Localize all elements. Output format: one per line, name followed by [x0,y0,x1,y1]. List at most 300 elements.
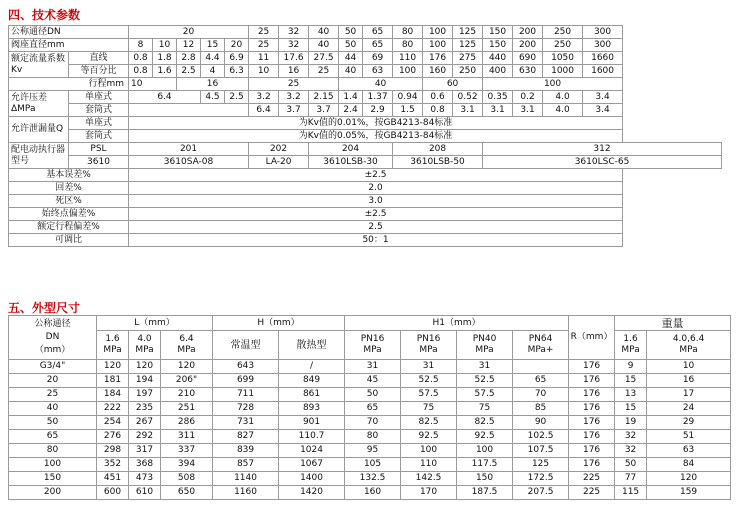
table-cell: 50 [9,416,97,430]
sub-line: MPa+ [527,345,554,355]
leak-sleeve-label: 套筒式 [69,130,129,143]
dp-cell: 1.5 [393,104,423,117]
kv-cell: 400 [483,65,513,78]
table-cell: 84 [647,458,731,472]
leak-sleeve-value: 为Kv值的0.05%，按GB4213-84标准 [129,130,623,143]
table-cell: 52.5 [457,374,513,388]
sub-line: MPa [475,345,494,355]
table-cell: 142.5 [401,472,457,486]
table-cell: 1024 [279,444,345,458]
seat-cell: 10 [153,39,177,52]
L-header: L（mm） [97,316,213,331]
dims-table [8,315,731,500]
table-cell: 839 [213,444,279,458]
kv-cell: 2.8 [177,52,201,65]
dp-cell: 3.4 [583,91,623,104]
dn-cell: 65 [363,26,393,39]
dn-cell: 80 [393,26,423,39]
dp-cell: 2.5 [225,91,249,104]
seat-cell: 12 [177,39,201,52]
dn-cell: 50 [339,26,363,39]
seat-cell: 32 [279,39,309,52]
table-cell: 107.5 [513,444,569,458]
H1-sub-header [513,331,569,360]
actuator-label: 配电动执行器型号 [9,143,69,169]
dp-cell: 4.0 [543,91,583,104]
table-cell: 176 [569,430,615,444]
kv-cell: 4.4 [201,52,225,65]
kv-cell: 1050 [543,52,583,65]
seat-cell: 65 [363,39,393,52]
table-cell: 610 [129,486,161,500]
table-cell: 120 [129,360,161,374]
seat-cell: 250 [543,39,583,52]
table-cell: 176 [569,388,615,402]
kv-cell: 27.5 [309,52,339,65]
section-title-tech: 四、技术参数 [8,8,81,22]
table-cell: 827 [213,430,279,444]
dp-cell: 3.1 [513,104,543,117]
table-cell: 176 [569,458,615,472]
sub-line: 1.6 [105,334,120,344]
table-cell: 10 [647,360,731,374]
endpoint-label: 始终点偏差% [9,208,129,221]
sub-line: 4.0,6.4 [672,334,705,344]
weight-header: 重量 [615,316,731,331]
table-cell: 711 [213,388,279,402]
table-cell: 292 [129,430,161,444]
table-row [9,472,731,486]
dn-cell: 150 [483,26,513,39]
rated-stroke-value: 2.5 [129,221,623,234]
table-cell: 210 [161,388,213,402]
table-row [9,416,731,430]
H-header: H（mm） [213,316,345,331]
dn-label: 公称通径DN [9,26,129,39]
table-cell: 160 [345,486,401,500]
table-cell: 100 [401,444,457,458]
dn-cell: 100 [423,26,453,39]
sub-line: MPa [419,345,438,355]
table-cell: 1420 [279,486,345,500]
table-cell: 115 [615,486,647,500]
actuator-cell: 312 [483,143,722,156]
table-cell: 65 [9,430,97,444]
table-row [9,388,731,402]
stroke-cell: 16 [177,78,249,91]
row-endpoint [9,208,722,221]
table-cell: 117.5 [457,458,513,472]
row-actuator-model [9,156,722,169]
kv-cell: 100 [393,65,423,78]
table-cell: 32 [615,444,647,458]
kv-cell: 63 [363,65,393,78]
seat-cell: 300 [583,39,623,52]
kv-label: 额定流量系数Kv [9,52,69,78]
table-cell: 70 [345,416,401,430]
sub-line: 6.4 [179,334,194,344]
dn-header-line: （mm） [34,345,71,355]
dp-cell: 0.6 [423,91,453,104]
table-row [9,430,731,444]
table-cell: 600 [97,486,129,500]
H1-sub-header [401,331,457,360]
dp-empty [129,104,249,117]
row-kv-eqp [9,65,722,78]
sub-line: 1.6 [623,334,638,344]
table-cell: 80 [345,430,401,444]
table-cell: 9 [615,360,647,374]
kv-cell: 0.8 [129,65,153,78]
table-row [9,458,731,472]
kv-cell: 1660 [583,52,623,65]
W-sub-header [647,331,731,360]
sub-line: MPa [135,345,154,355]
table-cell: 125 [513,458,569,472]
L-sub-header [97,331,129,360]
table-cell: 643 [213,360,279,374]
table-cell: 65 [345,402,401,416]
actuator-cell: 3610LSB-30 [309,156,393,169]
section-title-dims: 五、外型尺寸 [8,301,81,315]
table-cell: 298 [97,444,129,458]
table-row [9,374,731,388]
kv-cell: 25 [309,65,339,78]
seat-cell: 20 [225,39,249,52]
table-cell: 77 [615,472,647,486]
seat-cell: 40 [309,39,339,52]
table-cell: 95 [345,444,401,458]
kv-cell: 2.5 [177,65,201,78]
row-rated-stroke [9,221,722,234]
dp-cell: 4.0 [543,104,583,117]
table-cell: 120 [161,360,213,374]
dp-cell: 0.8 [423,104,453,117]
table-cell: 1160 [213,486,279,500]
dp-cell: 2.4 [339,104,363,117]
table-cell: 172.5 [513,472,569,486]
table-cell: 90 [513,416,569,430]
seat-cell: 80 [393,39,423,52]
table-cell: 105 [345,458,401,472]
table-cell: 893 [279,402,345,416]
leak-single-value: 为Kv值的0.01%，按GB4213-84标准 [129,117,623,130]
table-cell: 181 [97,374,129,388]
dn-cell: 32 [279,26,309,39]
table-cell: 150 [457,472,513,486]
dn-cell: 250 [543,26,583,39]
R-header: R（mm） [569,316,615,360]
dn-header-line: 公称通径 [34,319,71,329]
dn-cell: 20 [129,26,249,39]
table-cell: 13 [615,388,647,402]
kv-cell: 10 [249,65,279,78]
H-sub-header: 常温型 [213,331,279,360]
sub-line: PN16 [416,334,441,344]
table-row [9,486,731,500]
dp-cell: 2.9 [363,104,393,117]
table-cell: 368 [129,458,161,472]
kv-cell: 440 [483,52,513,65]
hysteresis-value: 2.0 [129,182,623,195]
seat-cell: 100 [423,39,453,52]
table-cell: 100 [457,444,513,458]
dims-header-row-2 [9,331,731,360]
seat-cell: 15 [201,39,225,52]
table-cell: 92.5 [457,430,513,444]
dp-cell: 6.4 [129,91,201,104]
table-cell: 1140 [213,472,279,486]
row-actuator-psl [9,143,722,156]
tech-params-table [8,25,722,247]
table-cell: 176 [569,402,615,416]
dp-cell: 3.7 [309,104,339,117]
actuator-cell: 3610 [69,156,129,169]
kv-cell: 1000 [543,65,583,78]
table-cell: 15 [615,374,647,388]
row-dp-sleeve [9,104,722,117]
table-cell: 286 [161,416,213,430]
dp-sleeve-label: 套筒式 [69,104,129,117]
table-cell: 276 [97,430,129,444]
dn-cell: 200 [513,26,543,39]
kv-cell: 110 [393,52,423,65]
table-cell: 50 [615,458,647,472]
table-cell: 207.5 [513,486,569,500]
table-cell: 699 [213,374,279,388]
table-cell: 731 [213,416,279,430]
table-cell: 150 [9,472,97,486]
table-cell: 120 [97,360,129,374]
table-cell: 184 [97,388,129,402]
row-leak-sleeve [9,130,722,143]
table-cell: 70 [513,388,569,402]
kv-cell: 16 [279,65,309,78]
table-cell: 80 [9,444,97,458]
table-cell: 17 [647,388,731,402]
actuator-cell: LA-20 [249,156,309,169]
seat-cell: 8 [129,39,153,52]
table-cell: 901 [279,416,345,430]
kv-cell: 69 [363,52,393,65]
seat-cell: 150 [483,39,513,52]
actuator-cell: 3610LSC-65 [483,156,722,169]
sub-line: MPa [177,345,196,355]
table-cell: 24 [647,402,731,416]
dp-cell: 0.94 [393,91,423,104]
table-cell: 473 [129,472,161,486]
table-cell: 267 [129,416,161,430]
table-cell: 52.5 [401,374,457,388]
dp-cell: 4.5 [201,91,225,104]
actuator-cell: PSL [69,143,129,156]
kv-cell: 11 [249,52,279,65]
table-cell: 311 [161,430,213,444]
dp-single-label: 单座式 [69,91,129,104]
H1-sub-header [345,331,401,360]
table-cell: 222 [97,402,129,416]
actuator-cell: 208 [393,143,483,156]
actuator-cell: 201 [129,143,249,156]
table-cell: 159 [647,486,731,500]
dp-cell: 1.37 [363,91,393,104]
sub-line: MPa [679,345,698,355]
stroke-cell: 10 [129,78,177,91]
table-cell: 176 [569,360,615,374]
table-cell: 29 [647,416,731,430]
table-cell: 170 [401,486,457,500]
table-cell: 102.5 [513,430,569,444]
row-kv-linear [9,52,722,65]
table-cell: 194 [129,374,161,388]
row-stroke [9,78,722,91]
table-cell: 45 [345,374,401,388]
rated-stroke-label: 额定行程偏差% [9,221,129,234]
table-cell: 317 [129,444,161,458]
table-cell: 176 [569,444,615,458]
table-cell: 508 [161,472,213,486]
table-cell: 31 [457,360,513,374]
H-sub-header: 散热型 [279,331,345,360]
kv-cell: 250 [453,65,483,78]
leak-single-label: 单座式 [69,117,129,130]
kv-cell: 630 [513,65,543,78]
table-cell: 110 [401,458,457,472]
table-cell: 337 [161,444,213,458]
H1-sub-header [457,331,513,360]
table-cell: / [279,360,345,374]
deadband-value: 3.0 [129,195,623,208]
dp-cell: 3.1 [453,104,483,117]
table-cell: 176 [569,416,615,430]
table-cell: 16 [647,374,731,388]
dp-cell: 3.1 [483,104,513,117]
sub-line: PN40 [472,334,497,344]
table-cell: 19 [615,416,647,430]
actuator-cell: 3610LSB-50 [393,156,483,169]
kv-cell: 6.3 [225,65,249,78]
basic-error-label: 基本误差% [9,169,129,182]
table-cell: 857 [213,458,279,472]
table-cell: 50 [345,388,401,402]
dp-cell: 0.35 [483,91,513,104]
sub-line: MPa [621,345,640,355]
sub-line: PN16 [360,334,385,344]
table-cell: 132.5 [345,472,401,486]
table-cell: 57.5 [401,388,457,402]
table-cell: 254 [97,416,129,430]
table-cell: 25 [9,388,97,402]
stroke-cell: 25 [249,78,339,91]
table-cell: 85 [513,402,569,416]
kv-cell: 1.8 [153,52,177,65]
sub-line: 4.0 [137,334,152,344]
table-cell: 51 [647,430,731,444]
row-deadband [9,195,722,208]
table-cell: G3/4" [9,360,97,374]
table-row [9,360,731,374]
table-cell: 251 [161,402,213,416]
dn-cell: 300 [583,26,623,39]
table-cell: 40 [9,402,97,416]
row-dp-single [9,91,722,104]
dp-cell: 3.7 [279,104,309,117]
table-cell: 650 [161,486,213,500]
kv-cell: 1600 [583,65,623,78]
kv-cell: 176 [423,52,453,65]
leak-label: 允许泄漏量Q [9,117,69,143]
table-cell: 20 [9,374,97,388]
table-cell: 75 [457,402,513,416]
table-cell: 728 [213,402,279,416]
table-row [9,444,731,458]
dn-cell: 40 [309,26,339,39]
kv-cell: 17.6 [279,52,309,65]
dp-cell: 3.2 [249,91,279,104]
stroke-label: 行程mm [9,78,129,91]
table-cell: 31 [345,360,401,374]
kv-linear-label: 直线 [69,52,129,65]
seat-label: 阀座直径mm [9,39,129,52]
seat-cell: 50 [339,39,363,52]
table-cell: 1400 [279,472,345,486]
kv-cell: 6.9 [225,52,249,65]
table-cell: 31 [401,360,457,374]
hysteresis-label: 回差% [9,182,129,195]
table-row [9,402,731,416]
dims-header-row-1 [9,316,731,331]
table-cell: 82.5 [401,416,457,430]
L-sub-header [129,331,161,360]
seat-cell: 200 [513,39,543,52]
dp-label: 允许压差ΔMPa [9,91,69,117]
table-cell: 225 [569,472,615,486]
table-cell: 187.5 [457,486,513,500]
L-sub-header [161,331,213,360]
dp-cell: 1.4 [339,91,363,104]
kv-cell: 1.6 [153,65,177,78]
row-basic-error [9,169,722,182]
stroke-cell: 40 [339,78,423,91]
table-cell: 1067 [279,458,345,472]
dn-header [9,316,97,360]
stroke-cell: 100 [483,78,623,91]
table-cell: 200 [9,486,97,500]
sub-line: PN64 [528,334,553,344]
kv-cell: 44 [339,52,363,65]
actuator-cell: 202 [249,143,309,156]
dn-cell: 125 [453,26,483,39]
table-cell: 110.7 [279,430,345,444]
range-label: 可调比 [9,234,129,247]
dp-cell: 3.2 [279,91,309,104]
dims-body [9,360,731,500]
table-cell: 82.5 [457,416,513,430]
kv-cell: 4 [201,65,225,78]
row-seat [9,39,722,52]
table-cell: 197 [129,388,161,402]
table-cell: 32 [615,430,647,444]
kv-cell: 0.8 [129,52,153,65]
actuator-cell: 3610SA-08 [129,156,249,169]
kv-cell: 690 [513,52,543,65]
range-value: 50：1 [129,234,623,247]
kv-eqp-label: 等百分比 [69,65,129,78]
table-cell: 225 [569,486,615,500]
table-cell: 206" [161,374,213,388]
table-cell: 849 [279,374,345,388]
table-cell: 394 [161,458,213,472]
